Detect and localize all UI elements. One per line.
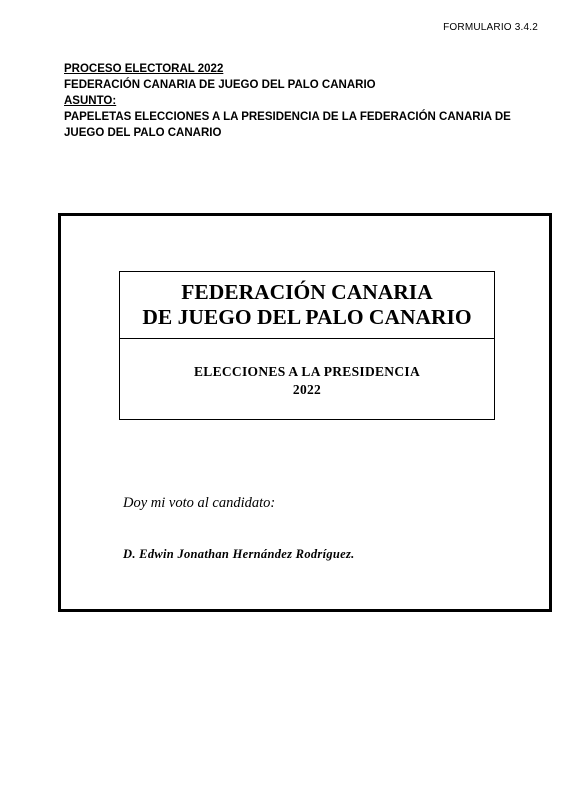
ballot-federation-title xyxy=(120,272,494,339)
vote-statement: Doy mi voto al candidato: xyxy=(123,495,276,511)
election-year: 2022 xyxy=(292,382,322,397)
ballot-title-line-1: FEDERACIÓN CANARIA xyxy=(181,280,433,304)
subject-label: ASUNTO: xyxy=(64,95,117,107)
form-code: FORMULARIO 3.4.2 xyxy=(443,22,538,33)
subject-line-1: PAPELETAS ELECCIONES A LA PRESIDENCIA DE LA FEDERACIÓN CANARIA DE xyxy=(64,111,511,123)
subject-line-2: JUEGO DEL PALO CANARIO xyxy=(64,127,222,139)
candidate-name: D. Edwin Jonathan Hernández Rodríguez. xyxy=(123,547,355,561)
ballot-title-box xyxy=(119,271,495,420)
ballot-paper xyxy=(58,213,552,612)
document-header xyxy=(64,61,544,141)
ballot-election-title xyxy=(120,339,494,399)
process-title: PROCESO ELECTORAL 2022 xyxy=(64,63,224,75)
ballot-title-line-2: DE JUEGO DEL PALO CANARIO xyxy=(142,305,472,329)
federation-name: FEDERACIÓN CANARIA DE JUEGO DEL PALO CANARIO xyxy=(64,79,376,91)
election-line-1: ELECCIONES A LA PRESIDENCIA xyxy=(193,364,421,379)
